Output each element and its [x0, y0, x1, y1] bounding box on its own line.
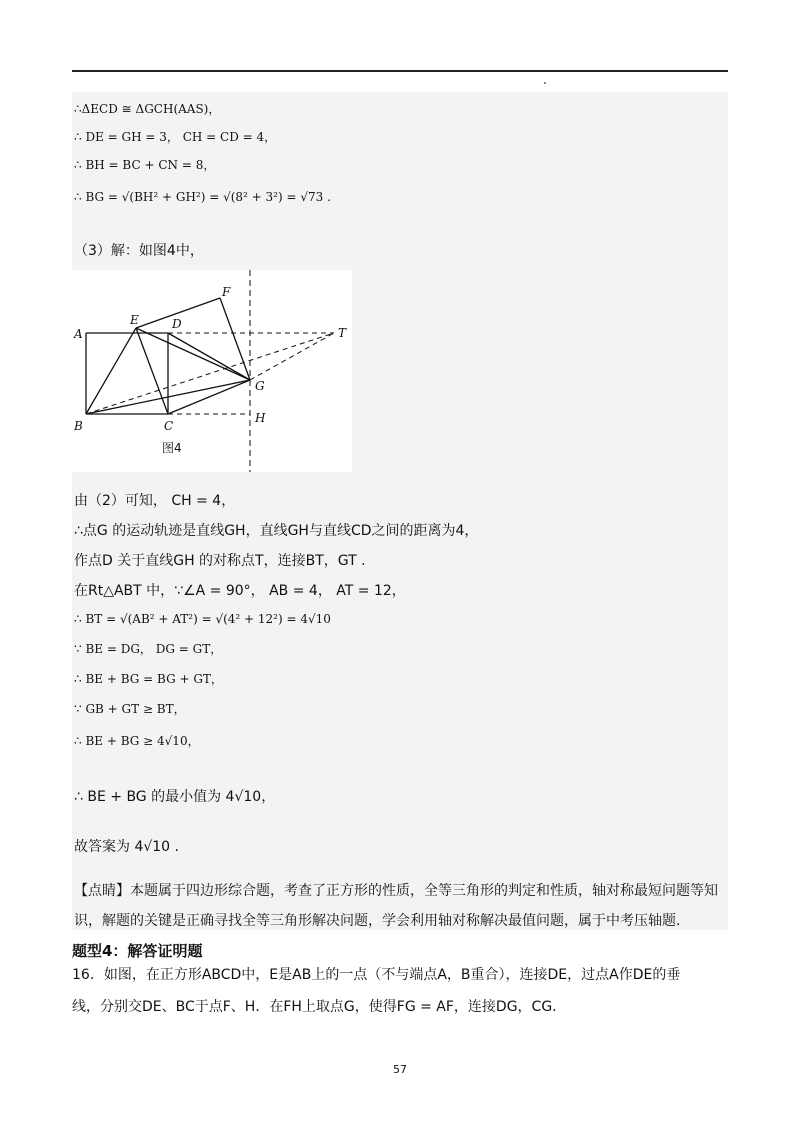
figure-caption: 图4	[162, 441, 182, 455]
step-equal-lengths: ∴ DE = GH = 3， CH = CD = 4，	[74, 130, 277, 144]
scan-dot	[544, 82, 546, 84]
geometry-figure	[72, 270, 352, 472]
label-g: G	[255, 379, 265, 393]
part3-intro: （3）解：如图4中，	[74, 243, 204, 259]
step-be-dg: ∵ BE = DG， DG = GT，	[74, 642, 223, 656]
label-a: A	[74, 327, 83, 341]
right-triangle-statement: 在Rt△ABT 中，∵∠A = 90°， AB = 4， AT = 12，	[74, 583, 406, 599]
locus-statement: ∴点G 的运动轨迹是直线GH，直线GH与直线CD之间的距离为4，	[74, 523, 479, 539]
figure-4-svg	[72, 270, 352, 472]
segment-dg	[168, 333, 250, 380]
problem-line-1: 16．如图，在正方形ABCD中，E是AB上的一点（不与端点A，B重合），连接DE，过点A作DE的垂	[72, 967, 681, 983]
reflection-statement: 作点D 关于直线GH 的对称点T，连接BT，GT .	[74, 553, 366, 569]
step-bh: ∴ BH = BC + CN = 8，	[74, 158, 216, 172]
dashed-gt	[250, 333, 334, 380]
step-triangle-inequality: ∵ GB + GT ≥ BT，	[74, 702, 186, 716]
label-t: T	[338, 326, 347, 340]
answer: 故答案为 4√10 .	[74, 839, 179, 855]
from-part2: 由（2）可知， CH = 4，	[74, 493, 236, 509]
problem-line-2: 线，分别交DE、BC于点F、H．在FH上取点G，使得FG = AF，连接DG，CG．	[72, 999, 567, 1015]
header-rule	[72, 70, 728, 72]
label-f: F	[222, 285, 231, 299]
label-c: C	[164, 419, 174, 433]
minimum-value: ∴ BE + BG 的最小值为 4√10，	[74, 789, 276, 805]
page-number: 57	[393, 1063, 407, 1076]
label-h: H	[255, 411, 266, 425]
label-d: D	[172, 317, 182, 331]
segment-cg	[168, 380, 250, 414]
step-inequality-result: ∴ BE + BG ≥ 4√10，	[74, 734, 200, 748]
comment-line-1: 【点睛】本题属于四边形综合题，考查了正方形的性质，全等三角形的判定和性质，轴对称最短问题等知	[74, 883, 718, 899]
dashed-bt	[86, 333, 334, 414]
segment-be	[86, 328, 136, 414]
step-congruence: ∴ΔECD ≅ ΔGCH(AAS)，	[74, 102, 221, 116]
label-e: E	[130, 313, 139, 327]
comment-line-2: 识，解题的关键是正确寻找全等三角形解决问题，学会利用轴对称解决最值问题，属于中考压轴题.	[74, 913, 681, 929]
step-bt: ∴ BT = √(AB² + AT²) = √(4² + 12²) = 4√10	[74, 612, 331, 626]
section-title: 题型4：解答证明题	[72, 942, 203, 960]
step-bg: ∴ BG = √(BH² + GH²) = √(8² + 3²) = √73 .	[74, 190, 331, 204]
step-sum: ∴ BE + BG = BG + GT，	[74, 672, 223, 686]
label-b: B	[74, 419, 83, 433]
